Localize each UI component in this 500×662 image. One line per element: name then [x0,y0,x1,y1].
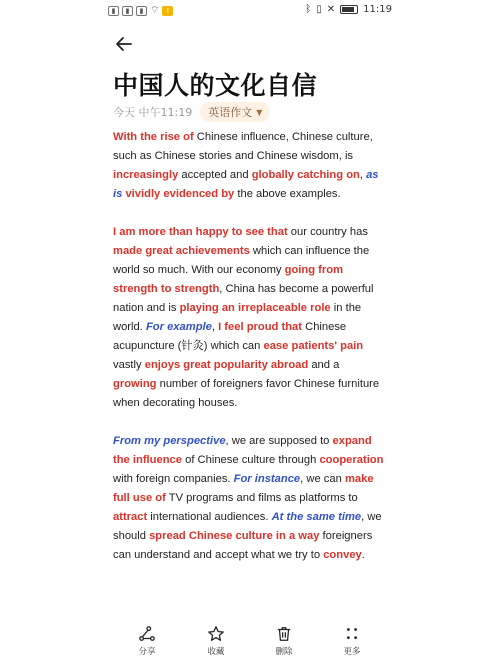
body-text: TV programs and films as platforms to [165,492,358,504]
highlight-phrase: growing [113,378,157,390]
body-text: our country has [287,226,368,238]
body-text: , we are supposed to [225,435,333,447]
highlight-phrase: expand the influence [113,435,372,466]
highlight-phrase: spread Chinese culture in a way [149,530,320,542]
status-bar [0,0,500,22]
sim-signal-icon: ▮ [136,6,147,16]
status-left-icons [108,4,173,17]
category-dropdown[interactable] [200,102,270,122]
more-button[interactable] [332,625,372,657]
highlight-phrase: With the rise of [113,131,194,143]
body-text: , China has become a powerful nation and is [113,283,374,314]
highlight-phrase: enjoys great popularity abroad [144,359,309,371]
star-icon [207,625,225,643]
more-label: 更多 [343,647,361,657]
bottom-action-bar [0,625,500,662]
body-text: of Chinese culture through [182,454,320,466]
highlight-phrase: I am more than happy to see that [113,226,288,238]
paragraph [113,128,385,204]
note-date: 今天 中午11:19 [113,106,193,119]
body-text: Chinese acupuncture (针灸) which can [113,321,347,352]
caret-down-icon: ▼ [256,107,263,117]
transition-phrase: For instance [233,473,301,485]
body-text: vastly [113,359,145,371]
body-text: , [359,169,367,181]
back-button[interactable] [112,32,136,56]
favorite-button[interactable] [196,625,236,657]
body-text: international audiences. [147,511,272,523]
trash-icon [275,625,293,643]
category-label: 英语作文 [208,106,253,119]
arrow-left-icon [112,32,136,56]
body-text: , we should [113,511,382,542]
status-right-icons [305,4,392,15]
body-text: . [361,549,365,561]
share-label: 分享 [138,647,156,657]
body-text: with foreign companies. [113,473,234,485]
highlight-phrase: globally catching on [251,169,360,181]
body-text: and a [308,359,340,371]
transition-phrase: From my perspective [113,435,226,447]
body-text: number of foreigners favor Chinese furniture when decorating houses. [113,378,380,409]
share-icon [138,625,156,643]
highlight-phrase: attract [113,511,148,523]
note-title: 中国人的文化自信 [113,71,318,100]
delete-label: 删除 [275,647,293,657]
more-dots-icon [343,625,361,643]
highlight-phrase: I feel proud that [218,321,302,333]
body-text: , we can [300,473,345,485]
transition-phrase: as is [113,169,379,200]
bluetooth-icon: ᛒ [305,4,312,15]
body-text: Chinese influence, Chinese culture, such as Chinese stories and Chinese wisdom, is [113,131,373,162]
sim-signal-icon: ▮ [122,6,133,16]
delete-button[interactable] [264,625,304,657]
warn-icon: ! [162,6,173,16]
favorite-label: 收藏 [207,647,225,657]
battery-icon [340,5,358,14]
body-text: which can influence the world so much. With our economy [113,245,370,276]
highlight-phrase: make full use of [113,473,374,504]
transition-phrase: At the same time [271,511,362,523]
highlight-phrase: convey [323,549,362,561]
highlight-phrase: made great achievements [113,245,250,257]
highlight-phrase: ease patients' pain [263,340,364,352]
vibrate-icon: ▯ [316,4,322,15]
paragraph [113,223,385,413]
note-meta [113,102,270,122]
highlight-phrase: cooperation [319,454,384,466]
wifi-icon: ⌔ [150,5,160,16]
mute-icon: ✕ [326,4,336,15]
highlight-phrase: playing an irreplaceable role [179,302,331,314]
sim-signal-icon: ▮ [108,6,119,16]
body-text: the above examples. [234,188,341,200]
body-text: , [211,321,219,333]
share-button[interactable] [127,625,167,657]
body-text: accepted and [178,169,252,181]
highlight-phrase: going from strength to strength [113,264,344,295]
paragraph [113,432,385,565]
highlight-phrase: vividly evidenced by [125,188,235,200]
body-text: foreigners can understand and accept what we try to [113,530,373,561]
highlight-phrase: increasingly [113,169,179,181]
note-body[interactable] [113,128,385,584]
body-text: in the world. [113,302,362,333]
transition-phrase: For example [145,321,212,333]
status-time: 11:19 [363,4,392,15]
